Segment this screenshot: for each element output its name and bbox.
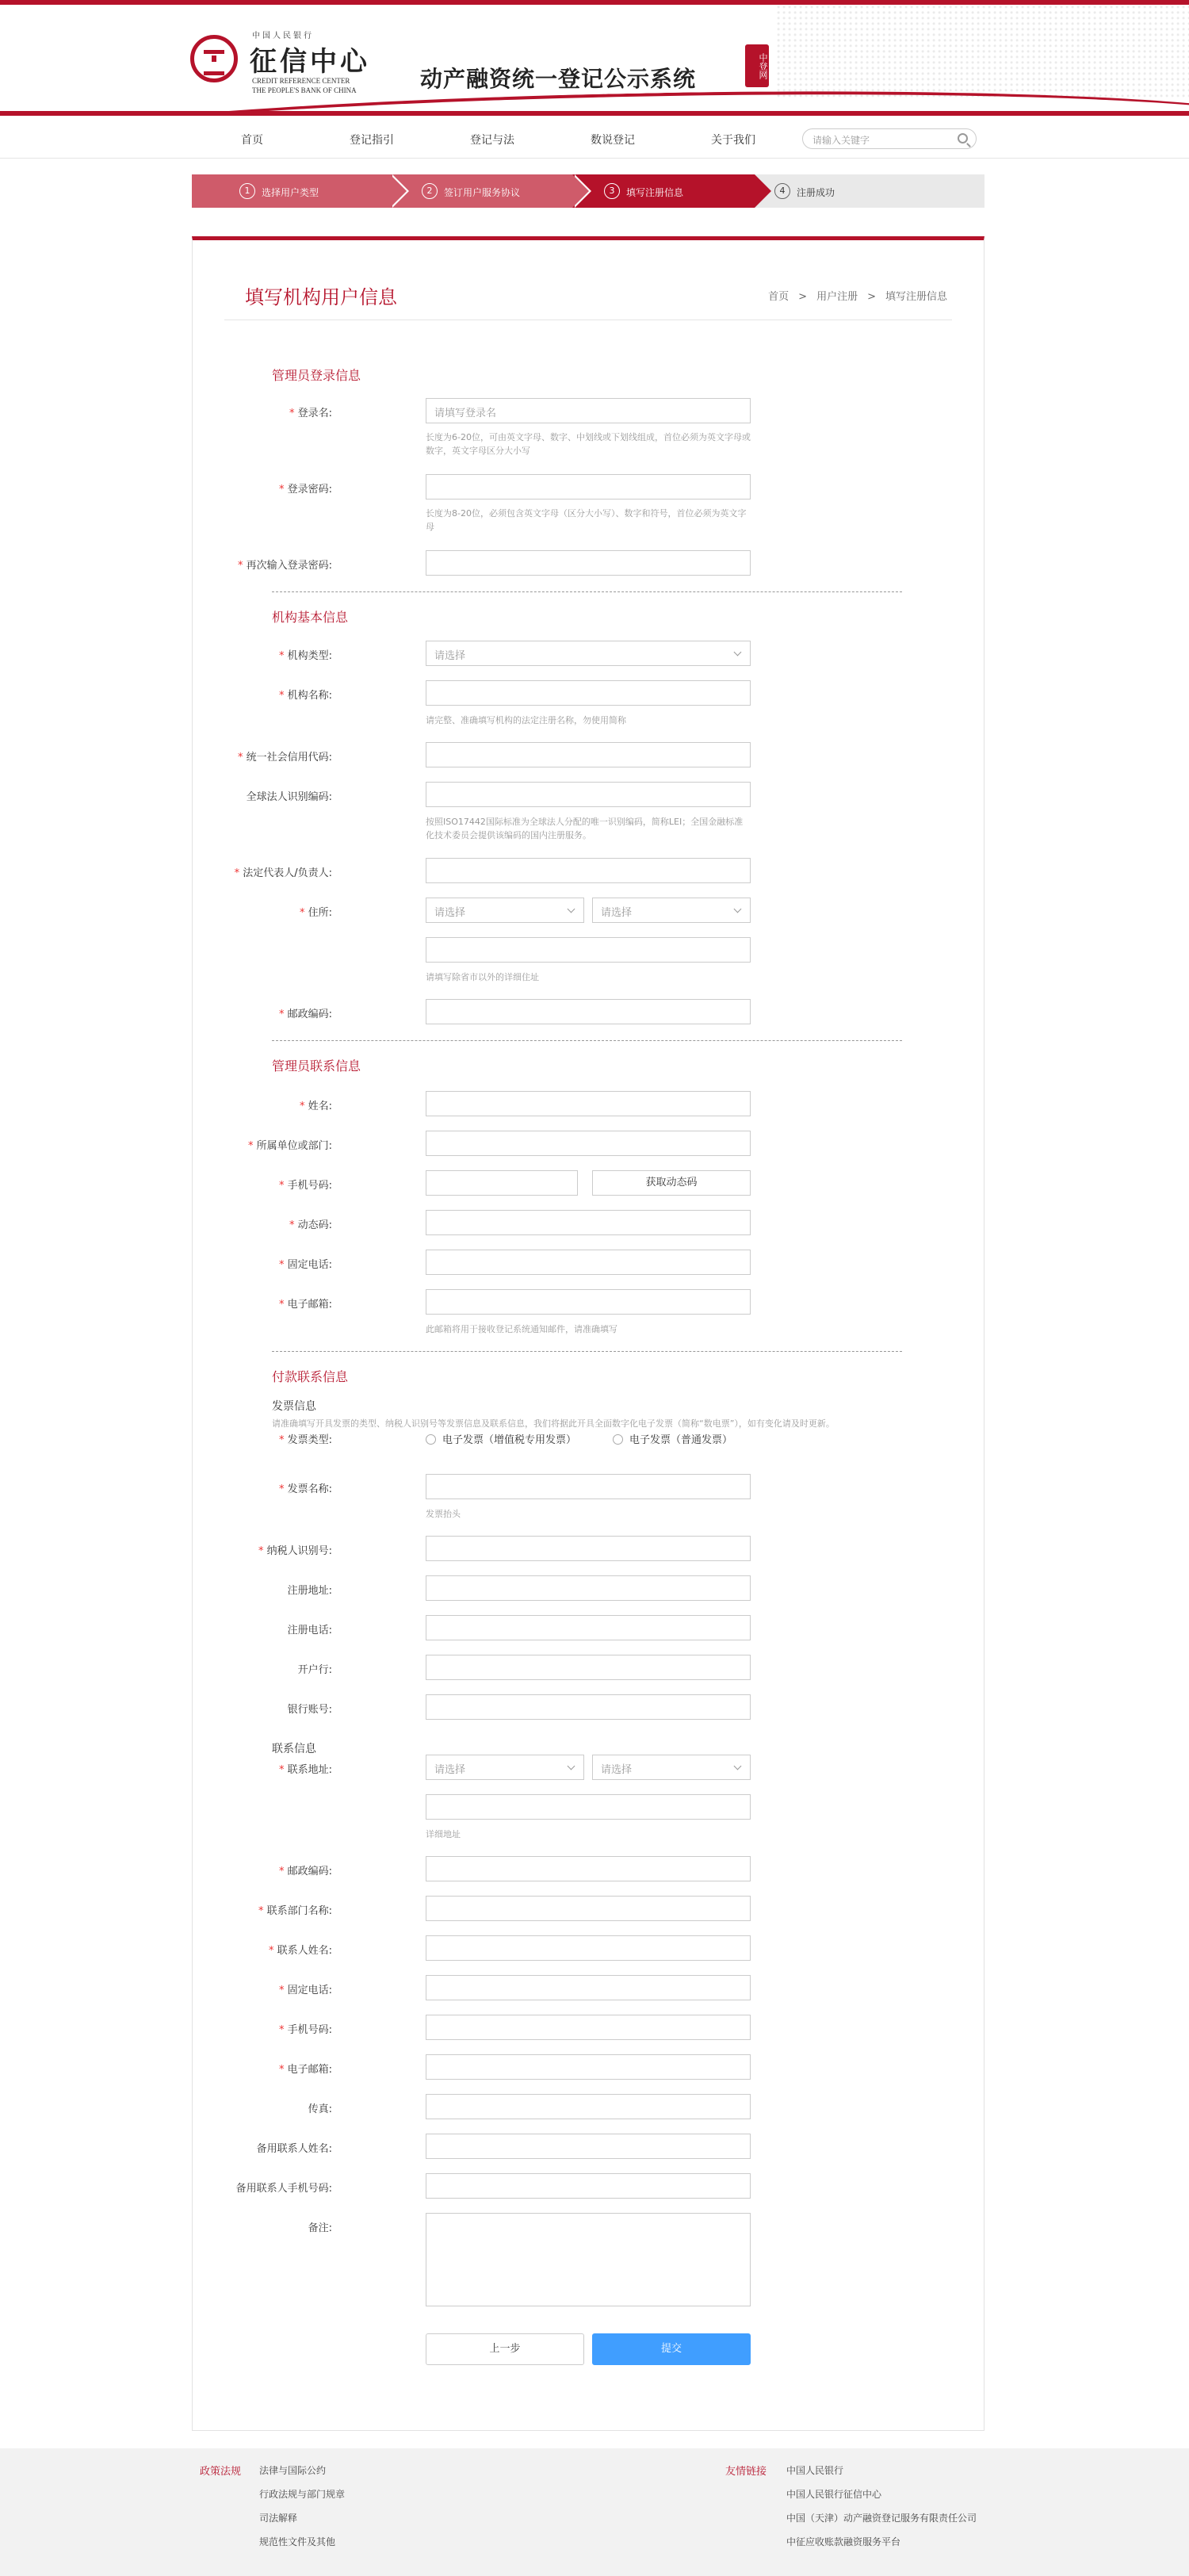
contact-postcode-input[interactable] [426,1856,751,1881]
label-fax: 传真: [308,2103,332,2115]
password-hint: 长度为8-20位，必须包含英文字母（区分大小写）、数字和符号，首位必须为英文字母 [426,508,747,532]
breadcrumb-current: 填写注册信息 [885,291,947,303]
footer-link[interactable]: 中国人民银行 [786,2465,844,2476]
page-title: 填写机构用户信息 [245,286,397,308]
label-admin-email: 电子邮箱: [287,1299,332,1311]
section-admin-contact: 管理员联系信息 [272,1058,361,1074]
label-login-name: 登录名: [297,408,332,419]
form-card: 填写机构用户信息 首页 > 用户注册 > 填写注册信息 管理员登录信息 * 登录名: 请填写登录名 长度为6-20位，可由英文字母、数字、中划线或下划线组成，首位必须为英文字母或数字，英文字母区分大小写 * 登录密码: 长度为8-20位，必须包含英文字母（区分大小写）、数字和符号，首位必须为英文字母 * 再次输入登录密码: 机构基本信息 * 机构类型: 请选择 * 机构名称: 请完整、准确填写机构的法定注册名称，勿使用简称 * 统一社会信用代码: 全球法人识别编码: 按照ISO17442国际标准为全球法人分配的唯一识别编码，简称LEI；全国金融标准化技术委员会提供该编码的国内注册服务。 * 法定代表人/负责人: * 住所: 请选择 请选择 请填写除省市以外的详细住址 * 邮政编码: 管理员联系信息 * 姓名: * 所属单位或部门: * 手机号码: 获取动态码 * 动态码: * 固定电话: * 电子邮箱: 此邮箱将用于接收登记系统通知邮件，请准确填写 付款联系信息 发票信息 请准确填写开具发票的类型、纳税人识别号等发票信息及联系信息，我们将据此开具全面数字化电子发票（简称“数电票”），如有变化请及时更新。 * 发票类型: 电子发票（增值税专用发票） 电子发票（普通发票） * 发票名称: 发票抬头 * 纳税人识别号: 注册地址: 注册电话: 开户行: 银行账号: 联系信息 * 联系地址: 请选择 请选择 详细地址 * 邮政编码: * 联系部门名称: * 联系人姓名: * 固定电话: * 手机号码: * 电子邮箱: 传真: 备用联系人姓名: 备用联系人手机号码: 备注: 上一步 提交 [192,236,984,2431]
label-contact-name: 联系人姓名: [277,1945,332,1957]
label-postcode: 邮政编码: [287,1009,332,1020]
radio-circle-icon[interactable] [426,1434,436,1445]
reg-address-input[interactable] [426,1575,751,1601]
remark-textarea[interactable] [426,2213,751,2306]
label-address: 住所: [308,907,332,919]
credit-code-input[interactable] [426,742,751,767]
section-divider [272,1040,902,1041]
main-nav [0,119,1189,159]
address-city-select[interactable]: 请选择 [592,898,751,923]
label-admin-phone: 固定电话: [287,1259,332,1271]
footer-policy-title: 政策法规 [200,2466,242,2478]
get-code-button[interactable]: 获取动态码 [592,1170,751,1196]
search-box[interactable] [802,128,977,149]
label-dynamic-code: 动态码: [297,1219,332,1231]
label-backup-mobile: 备用联系人手机号码: [235,2183,332,2195]
admin-email-hint: 此邮箱将用于接收登记系统通知邮件，请准确填写 [426,1324,617,1334]
nav-item-about[interactable]: 关于我们 [711,134,755,147]
footer-link[interactable]: 中征应收账款融资服务平台 [786,2536,901,2547]
taxpayer-id-input[interactable] [426,1536,751,1561]
label-remark: 备注: [308,2222,332,2234]
nav-item-law[interactable]: 登记与法 [470,134,514,147]
contact-mobile-input[interactable] [426,2015,751,2040]
invoice-subtitle: 发票信息 [272,1400,316,1413]
step-2 [390,174,572,208]
backup-name-input[interactable] [426,2134,751,2159]
contact-subtitle: 联系信息 [272,1743,316,1755]
breadcrumb-home[interactable]: 首页 [768,291,789,303]
fax-input[interactable] [426,2094,751,2119]
world-map-decoration [777,5,1189,100]
section-divider [272,591,902,592]
label-contact-address: 联系地址: [287,1764,332,1776]
reg-phone-input[interactable] [426,1615,751,1640]
step-number: 4 [774,183,790,199]
dept-name-input[interactable] [426,1896,751,1921]
invoice-type-normal-radio[interactable] [613,1431,732,1446]
prev-button[interactable]: 上一步 [426,2333,584,2365]
step-label: 填写注册信息 [626,187,684,198]
contact-address-detail-input[interactable] [426,1794,751,1820]
seal-stamp-icon: 中登网 [745,44,769,87]
breadcrumb-sep: > [798,291,808,303]
nav-item-home[interactable]: 首页 [241,134,263,147]
brand-top-text: 中国人民银行 [252,32,314,40]
org-name-input[interactable] [426,680,751,706]
footer-link[interactable]: 法律与国际公约 [259,2465,327,2476]
admin-email-input[interactable] [426,1289,751,1315]
brand-english [252,76,357,95]
contact-phone-input[interactable] [426,1975,751,2000]
footer-link[interactable]: 中国人民银行征信中心 [786,2489,882,2500]
radio-label: 电子发票（普通发票） [629,1434,733,1446]
label-reg-address: 注册地址: [287,1585,332,1597]
label-bank: 开户行: [297,1664,332,1676]
label-taxpayer: 纳税人识别号: [266,1545,332,1557]
label-lei: 全球法人识别编码: [246,791,332,803]
legal-rep-input[interactable] [426,858,751,883]
registration-steps [192,174,984,208]
label-password: 登录密码: [287,484,332,496]
section-org-info: 机构基本信息 [272,610,349,625]
breadcrumb-register[interactable]: 用户注册 [816,291,858,303]
contact-province-select[interactable]: 请选择 [426,1755,584,1780]
label-contact-mobile: 手机号码: [287,2024,332,2036]
lei-input[interactable] [426,782,751,807]
search-input[interactable]: 请输入关键字 [812,135,870,146]
step-label: 选择用户类型 [262,187,319,198]
step-number: 3 [604,183,620,199]
contact-name-input[interactable] [426,1935,751,1961]
label-admin-dept: 所属单位或部门: [256,1140,332,1152]
address-detail-input[interactable] [426,937,751,963]
label-admin-mobile: 手机号码: [287,1180,332,1192]
dynamic-code-input[interactable] [426,1210,751,1235]
admin-phone-input[interactable] [426,1250,751,1275]
label-credit-code: 统一社会信用代码: [246,752,332,764]
password-input[interactable] [426,474,751,500]
admin-mobile-input[interactable] [426,1170,578,1196]
backup-mobile-input[interactable] [426,2173,751,2199]
detail-address-hint: 详细地址 [426,1829,461,1839]
org-type-select[interactable]: 请选择 [426,641,751,666]
step-number: 2 [422,183,438,199]
label-org-type: 机构类型: [287,650,332,662]
invoice-notice: 请准确填写开具发票的类型、纳税人识别号等发票信息及联系信息，我们将据此开具全面数字化电子发票（简称“数电票”），如有变化请及时更新。 [272,1418,835,1429]
label-admin-name: 姓名: [308,1100,332,1112]
label-contact-phone: 固定电话: [287,1985,332,1996]
footer-links-title: 友情链接 [725,2466,767,2478]
label-contact-email: 电子邮箱: [287,2064,332,2076]
nav-item-stats[interactable]: 数说登记 [591,134,635,147]
invoice-name-input[interactable] [426,1474,751,1499]
lei-hint: 按照ISO17442国际标准为全球法人分配的唯一识别编码，简称LEI；全国金融标准化技术委员会提供该编码的国内注册服务。 [426,817,744,840]
brand-english-line2: THE PEOPLE'S BANK OF CHINA [252,86,357,94]
label-dept-name: 联系部门名称: [266,1905,332,1917]
label-invoice-type: 发票类型: [287,1434,332,1446]
site-title: 动产融资统一登记公示系统 [420,66,697,92]
label-account: 银行账号: [287,1704,332,1716]
footer-link[interactable]: 司法解释 [259,2513,298,2524]
search-icon[interactable] [958,133,968,144]
admin-dept-input[interactable] [426,1131,751,1156]
site-header [0,5,1189,116]
label-reg-phone: 注册电话: [287,1625,332,1636]
invoice-type-special-radio[interactable] [426,1431,576,1446]
breadcrumb-sep: > [867,291,876,303]
step-3-current [572,174,755,208]
credit-center-logo-icon[interactable] [190,35,238,82]
breadcrumb [763,288,952,303]
admin-name-input[interactable] [426,1091,751,1116]
nav-item-guide[interactable]: 登记指引 [350,134,394,147]
footer-link[interactable]: 行政法规与部门规章 [259,2489,346,2500]
label-contact-postcode: 邮政编码: [287,1866,332,1877]
section-admin-login: 管理员登录信息 [272,368,361,383]
brand-english-line1: CREDIT REFERENCE CENTER [252,77,350,85]
radio-label: 电子发票（增值税专用发票） [442,1434,577,1446]
label-backup-name: 备用联系人姓名: [256,2143,332,2155]
radio-circle-icon[interactable] [613,1434,623,1445]
submit-button[interactable]: 提交 [592,2333,751,2365]
brand-name[interactable]: 征信中心 [250,46,370,78]
bank-input[interactable] [426,1655,751,1680]
section-payment: 付款联系信息 [272,1369,349,1384]
contact-email-input[interactable] [426,2054,751,2080]
label-password-confirm: 再次输入登录密码: [246,560,332,572]
password-confirm-input[interactable] [426,550,751,576]
step-label: 注册成功 [797,187,835,198]
step-number: 1 [239,183,255,199]
site-footer [0,2448,1189,2576]
header-red-bar [0,111,1189,116]
label-org-name: 机构名称: [287,690,332,702]
invoice-name-hint: 发票抬头 [426,1509,461,1519]
footer-link[interactable]: 中国（天津）动产融资登记服务有限责任公司 [786,2513,977,2524]
account-input[interactable] [426,1694,751,1720]
address-hint: 请填写除省市以外的详细住址 [426,972,539,982]
label-legal-rep: 法定代表人/负责人: [243,867,332,879]
section-divider [272,1351,902,1352]
contact-city-select[interactable]: 请选择 [592,1755,751,1780]
footer-link[interactable]: 规范性文件及其他 [259,2536,336,2547]
address-province-select[interactable]: 请选择 [426,898,584,923]
label-invoice-name: 发票名称: [287,1483,332,1495]
org-postcode-input[interactable] [426,999,751,1024]
login-name-hint: 长度为6-20位，可由英文字母、数字、中划线或下划线组成，首位必须为英文字母或数字，英文字母区分大小写 [426,432,751,456]
login-name-input[interactable]: 请填写登录名 [426,398,751,423]
step-1 [192,174,390,208]
step-label: 签订用户服务协议 [444,187,521,198]
org-name-hint: 请完整、准确填写机构的法定注册名称，勿使用简称 [426,715,626,725]
